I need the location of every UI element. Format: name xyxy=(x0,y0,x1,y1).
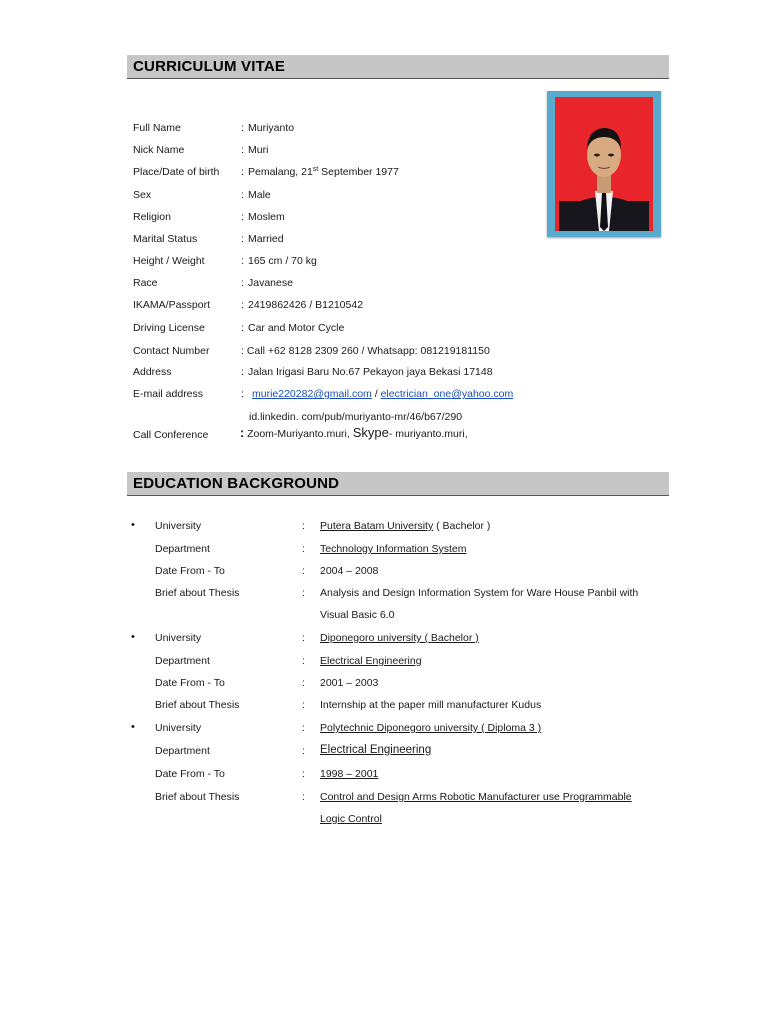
colon: : xyxy=(241,366,244,378)
colon: : xyxy=(302,791,305,803)
colon: : xyxy=(241,255,244,267)
colon: : xyxy=(241,322,244,334)
colon: : xyxy=(241,299,244,311)
edu-label-thesis: Brief about Thesis xyxy=(155,791,240,803)
edu-value-university xyxy=(320,519,490,533)
colon: : xyxy=(302,543,305,555)
email-separator: / xyxy=(371,388,381,400)
value-height-weight: 165 cm / 70 kg xyxy=(248,255,317,267)
edu-label-university: University xyxy=(155,520,202,532)
label-ikama-passport: IKAMA/Passport xyxy=(133,299,211,311)
colon: : xyxy=(302,520,305,532)
value-full-name: Muriyanto xyxy=(248,122,295,134)
colon: : xyxy=(302,565,305,577)
colon: : xyxy=(302,632,305,644)
value-contact-number: : Call +62 8128 2309 260 / Whatsapp: 081219181150 xyxy=(241,345,490,357)
edu-value-thesis: Control and Design Arms Robotic Manufacturer use Programmable xyxy=(320,791,632,803)
edu-label-university: University xyxy=(155,722,202,734)
label-height-weight: Height / Weight xyxy=(133,255,205,267)
value-email xyxy=(252,387,513,401)
label-contact-number: Contact Number xyxy=(133,345,210,357)
edu-value-thesis: Internship at the paper mill manufacturer Kudus xyxy=(320,699,542,711)
colon: : xyxy=(241,388,244,400)
cv-title: CURRICULUM VITAE xyxy=(127,55,669,79)
edu-value-dates: 2001 – 2003 xyxy=(320,677,379,689)
value-ikama-passport: 2419862426 / B1210542 xyxy=(248,299,364,311)
colon: : xyxy=(302,722,305,734)
bullet: • xyxy=(131,631,135,643)
edu-label-dates: Date From - To xyxy=(155,565,225,577)
university-name: Putera Batam University xyxy=(320,520,434,532)
bullet: • xyxy=(131,721,135,733)
conference-skype-id: - muriyanto.muri, xyxy=(388,428,468,440)
colon: : xyxy=(302,699,305,711)
value-driving-license: Car and Motor Cycle xyxy=(248,322,345,334)
conference-colon: : xyxy=(240,426,245,440)
colon: : xyxy=(241,277,244,289)
colon: : xyxy=(241,233,244,245)
label-marital-status: Marital Status xyxy=(133,233,198,245)
birth-day-suffix: st xyxy=(312,166,319,173)
edu-label-department: Department xyxy=(155,745,210,757)
label-birth: Place/Date of birth xyxy=(133,166,220,178)
edu-label-university: University xyxy=(155,632,202,644)
university-degree: ( Bachelor ) xyxy=(433,520,491,532)
edu-value-department: Electrical Engineering xyxy=(320,655,422,667)
label-sex: Sex xyxy=(133,189,152,201)
conference-zoom: Zoom-Muriyanto.muri, xyxy=(244,428,353,440)
edu-label-department: Department xyxy=(155,655,210,667)
value-address: Jalan Irigasi Baru No.67 Pekayon jaya Bekasi 17148 xyxy=(248,366,493,378)
birth-place-day: Pemalang, 21 xyxy=(248,166,313,178)
value-sex: Male xyxy=(248,189,271,201)
value-linkedin: id.linkedin. com/pub/muriyanto-mr/46/b67/290 xyxy=(249,411,463,423)
value-race: Javanese xyxy=(248,277,293,289)
colon: : xyxy=(302,655,305,667)
colon: : xyxy=(241,211,244,223)
edu-value-dates: 2004 – 2008 xyxy=(320,565,379,577)
label-full-name: Full Name xyxy=(133,122,181,134)
colon: : xyxy=(241,144,244,156)
edu-label-dates: Date From - To xyxy=(155,677,225,689)
colon: : xyxy=(241,166,244,178)
value-marital-status: Married xyxy=(248,233,284,245)
label-religion: Religion xyxy=(133,211,171,223)
value-religion: Moslem xyxy=(248,211,285,223)
label-address: Address xyxy=(133,366,172,378)
edu-label-thesis: Brief about Thesis xyxy=(155,587,240,599)
edu-value-thesis-line2: Logic Control xyxy=(320,813,382,825)
edu-label-dates: Date From - To xyxy=(155,768,225,780)
education-title: EDUCATION BACKGROUND xyxy=(127,472,669,496)
colon: : xyxy=(302,677,305,689)
value-nick-name: Muri xyxy=(248,144,269,156)
value-birth xyxy=(248,165,399,179)
colon: : xyxy=(241,122,244,134)
label-driving-license: Driving License xyxy=(133,322,205,334)
profile-photo xyxy=(547,91,661,237)
edu-value-thesis-line2: Visual Basic 6.0 xyxy=(320,609,395,621)
edu-value-department: Electrical Engineering xyxy=(320,744,432,756)
value-call-conference xyxy=(240,426,468,441)
colon: : xyxy=(302,587,305,599)
edu-value-university: Polytechnic Diponegoro university ( Diploma 3 ) xyxy=(320,722,542,734)
birth-month-year: September 1977 xyxy=(318,166,399,178)
edu-value-dates: 1998 – 2001 xyxy=(320,768,379,780)
label-call-conference: Call Conference xyxy=(133,429,209,441)
colon: : xyxy=(302,768,305,780)
edu-label-thesis: Brief about Thesis xyxy=(155,699,240,711)
email-link-yahoo[interactable]: electrician_one@yahoo.com xyxy=(380,388,514,400)
edu-label-department: Department xyxy=(155,543,210,555)
edu-value-department: Technology Information System xyxy=(320,543,467,555)
bullet: • xyxy=(131,519,135,531)
label-email: E-mail address xyxy=(133,388,204,400)
label-nick-name: Nick Name xyxy=(133,144,185,156)
colon: : xyxy=(302,745,305,757)
label-race: Race xyxy=(133,277,158,289)
edu-value-thesis: Analysis and Design Information System for Ware House Panbil with xyxy=(320,587,639,599)
colon: : xyxy=(241,189,244,201)
portrait-image xyxy=(555,97,653,231)
edu-value-university: Diponegoro university ( Bachelor ) xyxy=(320,632,479,644)
email-link-gmail[interactable]: murie220282@gmail.com xyxy=(252,388,372,400)
conference-skype-label: Skype xyxy=(352,425,389,440)
